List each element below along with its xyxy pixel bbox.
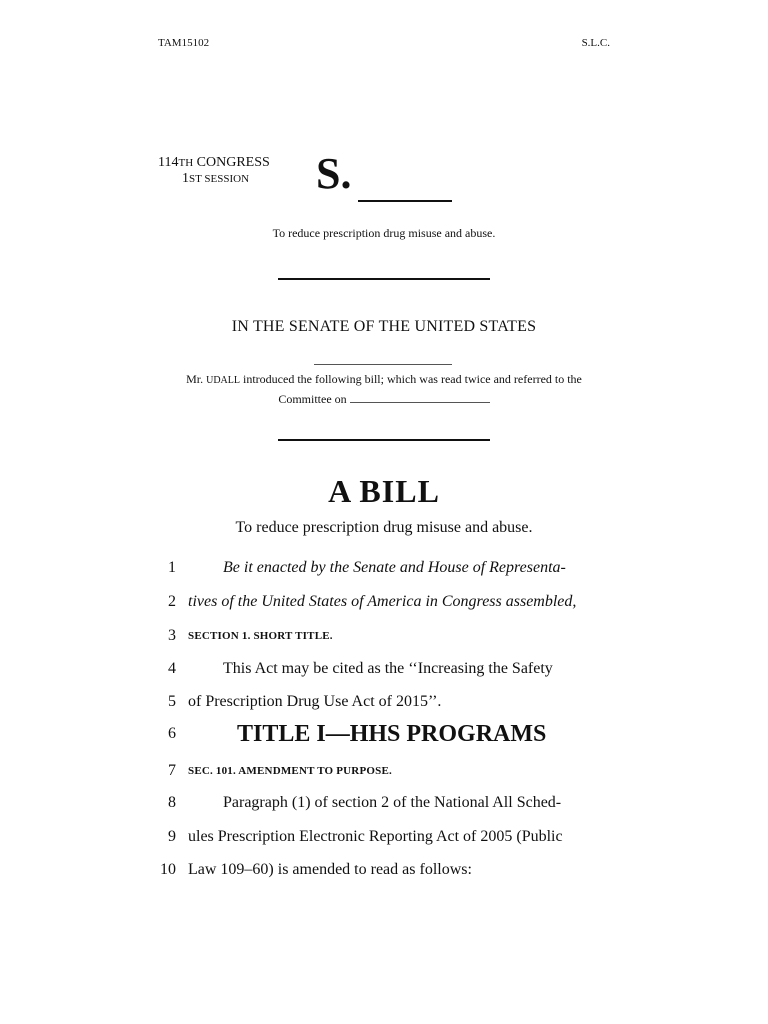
congress-number-suffix: TH xyxy=(178,157,194,169)
body-text: of Prescription Drug Use Act of 2015’’. xyxy=(188,693,442,710)
thin-divider xyxy=(314,364,452,365)
bill-heading: A BILL xyxy=(328,473,440,509)
sponsor-name: UDALL xyxy=(206,375,240,386)
bill-line xyxy=(150,858,610,882)
line-number: 2 xyxy=(168,593,176,610)
committee-blank xyxy=(350,393,490,403)
congress-session-block xyxy=(158,155,270,187)
line-number: 4 xyxy=(168,660,176,677)
bill-line xyxy=(150,791,610,815)
enacting-clause: Be it enacted by the Senate and House of Representa- xyxy=(223,559,566,576)
session-label xyxy=(158,171,270,187)
bill-line xyxy=(150,825,610,849)
line-number: 8 xyxy=(168,794,176,811)
session-suffix: ST xyxy=(189,173,202,185)
line-number: 6 xyxy=(168,725,176,742)
bill-prefix: S. xyxy=(316,149,352,198)
purpose-long: To reduce prescription drug misuse and abuse. xyxy=(235,519,533,536)
divider-rule xyxy=(278,439,490,441)
divider-rule xyxy=(278,278,490,280)
congress-label xyxy=(158,155,270,171)
section-heading: SEC. 101. AMENDMENT TO PURPOSE. xyxy=(188,765,392,777)
bill-line xyxy=(150,556,610,580)
section-heading: SECTION 1. SHORT TITLE. xyxy=(188,630,333,642)
introduction-body: introduced the following bill; which was read twice and referred to the Committee on xyxy=(240,372,582,406)
bill-line xyxy=(150,759,610,783)
line-number: 10 xyxy=(160,861,176,878)
bill-line xyxy=(150,690,610,714)
body-text: ules Prescription Electronic Reporting Act of 2005 (Public xyxy=(188,828,563,845)
line-number: 5 xyxy=(168,693,176,710)
body-text: Paragraph (1) of section 2 of the National All Sched- xyxy=(223,794,562,811)
introduction-text xyxy=(160,370,608,408)
body-text: Law 109–60) is amended to read as follows: xyxy=(188,861,472,878)
line-number: 9 xyxy=(168,828,176,845)
bill-line xyxy=(150,722,610,746)
slc-marker: S.L.C. xyxy=(581,37,610,49)
congress-word: CONGRESS xyxy=(193,155,270,170)
bill-number-blank xyxy=(358,200,452,202)
title-heading: TITLE I—HHS PROGRAMS xyxy=(237,721,547,747)
sponsor-title: Mr. xyxy=(186,372,207,386)
session-word: SESSION xyxy=(201,173,250,185)
line-number: 1 xyxy=(168,559,176,576)
bill-line xyxy=(150,624,610,648)
purpose-short: To reduce prescription drug misuse and abuse. xyxy=(272,226,496,240)
congress-number: 114 xyxy=(158,155,179,170)
bill-line xyxy=(150,657,610,681)
line-number: 7 xyxy=(168,762,176,779)
bill-line xyxy=(150,590,610,614)
document-id: TAM15102 xyxy=(158,37,210,49)
session-number: 1 xyxy=(182,171,189,186)
line-number: 3 xyxy=(168,627,176,644)
body-text: This Act may be cited as the ‘‘Increasing the Safety xyxy=(223,660,553,677)
enacting-clause-cont: tives of the United States of America in Congress assembled, xyxy=(188,593,577,610)
chamber-heading: IN THE SENATE OF THE UNITED STATES xyxy=(231,318,537,335)
